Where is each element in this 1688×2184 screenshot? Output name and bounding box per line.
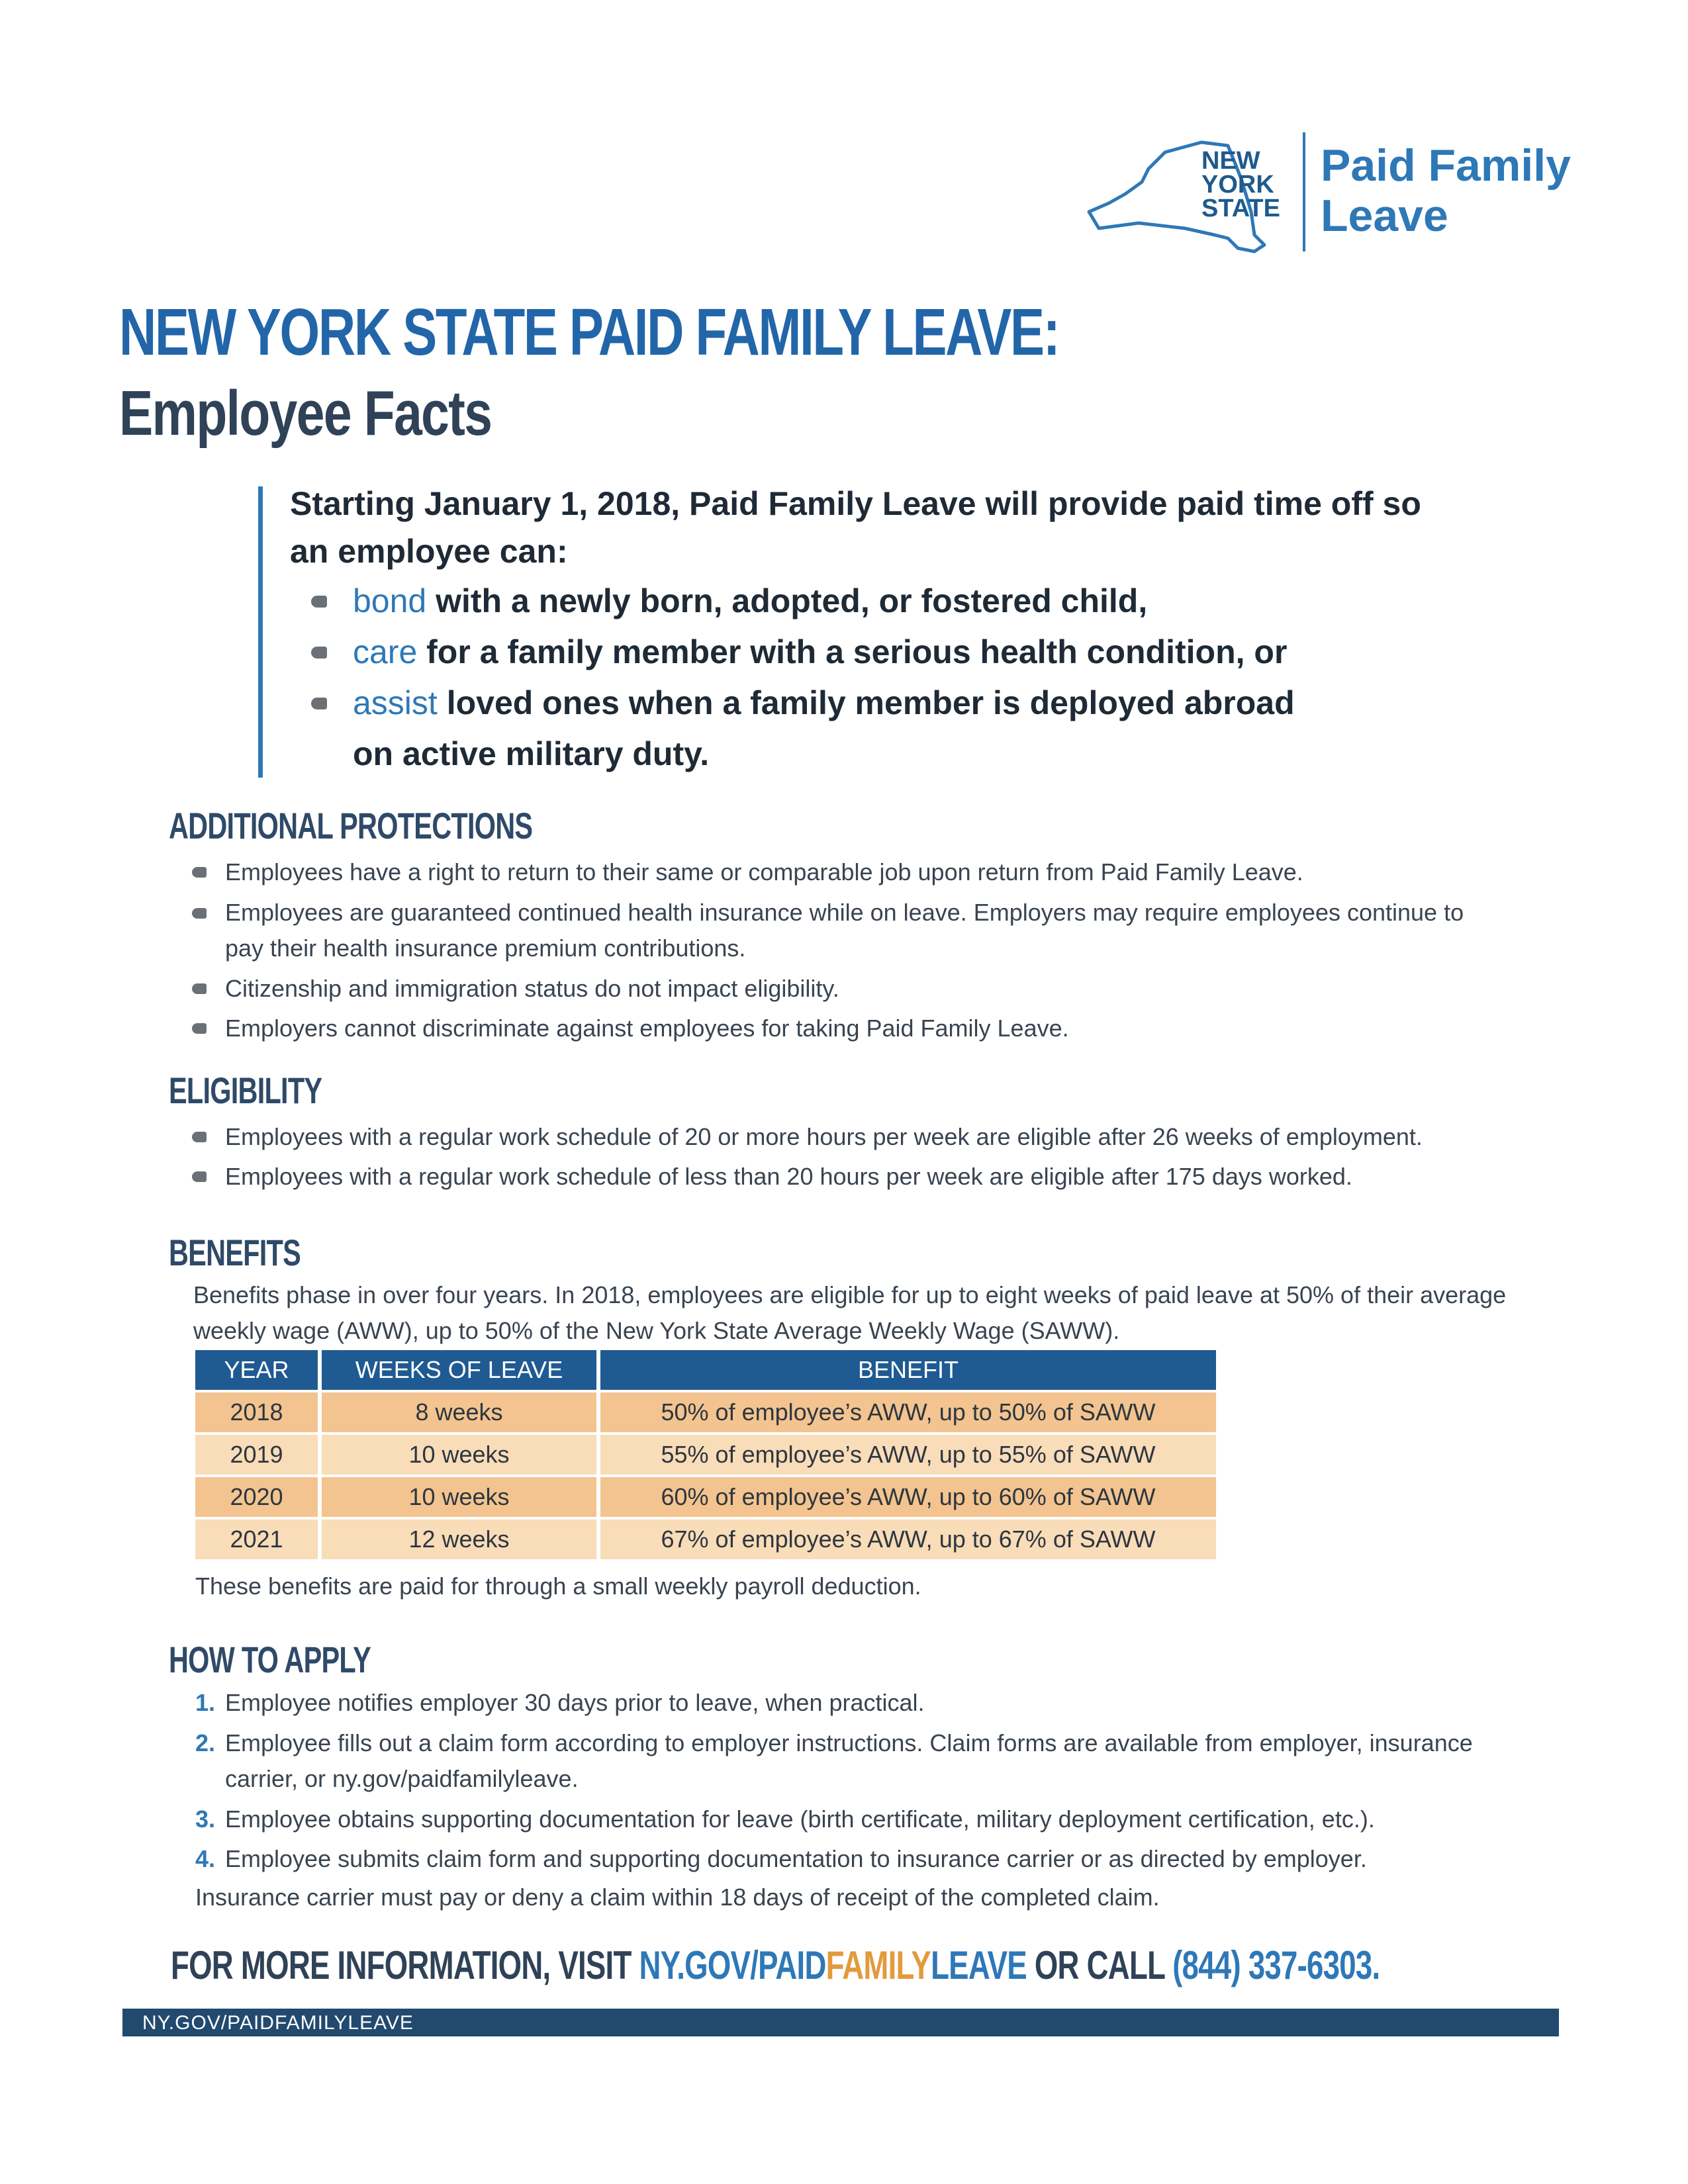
table-header-cell: WEEKS OF LEAVE	[322, 1350, 596, 1390]
table-cell: 8 weeks	[322, 1392, 596, 1432]
list-item-text: Employees with a regular work schedule of less than 20 hours per week are eligible after 175 days worked.	[225, 1163, 1352, 1190]
section-heading-benefits: BENEFITS	[169, 1232, 301, 1273]
page-title: NEW YORK STATE PAID FAMILY LEAVE:	[119, 295, 1059, 369]
step-text: Employee fills out a claim form according to employer instructions. Claim forms are available from employer, insurance carrier, or ny.gov/paidfamilyleave.	[225, 1729, 1473, 1792]
logo-program-line: Leave	[1321, 191, 1448, 241]
bullet-icon	[192, 1171, 207, 1182]
list-item	[192, 1118, 1582, 1156]
bullet-icon	[192, 1132, 207, 1142]
step-text: Employee submits claim form and supporting documentation to insurance carrier or as directed by employer.	[225, 1845, 1367, 1872]
intro-item-text: loved ones when a family member is deployed abroad	[437, 684, 1295, 721]
list-item-text: Employees have a right to return to their same or comparable job upon return from Paid Family Leave.	[225, 858, 1303, 886]
intro-item	[311, 576, 1503, 627]
bullet-icon	[192, 908, 207, 919]
website-link-part: LEAVE	[931, 1943, 1027, 1987]
logo-program-text	[1321, 140, 1571, 241]
section-heading-additional-protections: ADDITIONAL PROTECTIONS	[169, 805, 533, 846]
table-cell: 2020	[195, 1477, 318, 1517]
bullet-icon	[311, 698, 327, 709]
step-number: 4.	[195, 1845, 216, 1872]
benefits-table	[195, 1350, 1218, 1562]
benefits-note: These benefits are paid for through a small weekly payroll deduction.	[195, 1572, 921, 1600]
step-item	[195, 1684, 1513, 1721]
logo-divider	[1303, 132, 1305, 251]
table-cell: 10 weeks	[322, 1477, 596, 1517]
table-cell: 2021	[195, 1520, 318, 1559]
intro-accent-bar	[258, 486, 263, 778]
step-number: 3.	[195, 1805, 216, 1833]
step-number: 2.	[195, 1729, 216, 1756]
website-link[interactable]	[639, 1943, 1026, 1987]
logo-state-line: NEW	[1201, 147, 1260, 175]
list-item-text: Employees with a regular work schedule of 20 or more hours per week are eligible after 26 weeks of employment.	[225, 1123, 1423, 1150]
intro-item-continuation: on active military duty.	[353, 735, 710, 772]
intro-keyword: bond	[353, 582, 427, 619]
additional-protections-list	[192, 854, 1516, 1047]
table-cell: 50% of employee’s AWW, up to 50% of SAWW	[600, 1392, 1216, 1432]
step-item	[195, 1841, 1513, 1878]
step-item	[195, 1801, 1513, 1838]
intro-item	[311, 678, 1503, 780]
list-item-text: Employees are guaranteed continued health insurance while on leave. Employers may require employees continue to pay their health insurance premium contributions.	[225, 899, 1464, 962]
intro-list	[311, 576, 1503, 780]
intro-lead: Starting January 1, 2018, Paid Family Leave will provide paid time off so an employee can:	[290, 485, 1421, 570]
intro-keyword: care	[353, 633, 418, 670]
logo-program-line: Paid Family	[1321, 140, 1571, 191]
step-item	[195, 1725, 1513, 1797]
table-row	[195, 1520, 1218, 1559]
bullet-icon	[311, 596, 327, 608]
how-to-apply-note: Insurance carrier must pay or deny a claim within 18 days of receipt of the completed claim.	[195, 1884, 1160, 1911]
table-cell: 2019	[195, 1435, 318, 1475]
list-item	[192, 970, 1516, 1007]
more-info-line	[171, 1942, 1380, 1988]
table-cell: 55% of employee’s AWW, up to 55% of SAWW	[600, 1435, 1216, 1475]
step-text: Employee notifies employer 30 days prior to leave, when practical.	[225, 1689, 925, 1716]
logo-state-line: STATE	[1201, 195, 1280, 222]
table-header-row	[195, 1350, 1218, 1390]
website-link-part: NY.GOV/PAID	[639, 1943, 826, 1987]
bullet-icon	[192, 1023, 207, 1034]
table-row	[195, 1435, 1218, 1475]
more-info-prefix: FOR MORE INFORMATION, VISIT	[171, 1943, 639, 1987]
table-header-cell: BENEFIT	[600, 1350, 1216, 1390]
intro-item-text: for a family member with a serious health condition, or	[417, 633, 1288, 670]
table-cell: 12 weeks	[322, 1520, 596, 1559]
step-number: 1.	[195, 1689, 216, 1716]
how-to-apply-steps	[195, 1684, 1513, 1878]
intro-item	[311, 627, 1503, 678]
table-cell: 10 weeks	[322, 1435, 596, 1475]
section-heading-how-to-apply: HOW TO APPLY	[169, 1639, 371, 1680]
bullet-icon	[192, 983, 207, 994]
more-info-middle: OR CALL	[1026, 1943, 1173, 1987]
website-link-part: FAMILY	[825, 1943, 931, 1987]
bullet-icon	[192, 867, 207, 878]
table-header-cell: YEAR	[195, 1350, 318, 1390]
phone-number: (844) 337-6303.	[1172, 1943, 1380, 1987]
list-item-text: Employers cannot discriminate against employees for taking Paid Family Leave.	[225, 1015, 1069, 1042]
table-row	[195, 1477, 1218, 1517]
eligibility-list	[192, 1118, 1582, 1195]
list-item	[192, 1158, 1582, 1195]
bullet-icon	[311, 647, 327, 659]
table-cell: 60% of employee’s AWW, up to 60% of SAWW	[600, 1477, 1216, 1517]
table-cell: 67% of employee’s AWW, up to 67% of SAWW	[600, 1520, 1216, 1559]
section-heading-eligibility: ELIGIBILITY	[169, 1069, 322, 1111]
benefits-paragraph: Benefits phase in over four years. In 2018, employees are eligible for up to eight weeks of paid leave at 50% of their average weekly wage (AWW), up to 50% of the New York State Average Weekly Wage (SAWW).	[193, 1281, 1507, 1344]
table-row	[195, 1392, 1218, 1432]
list-item	[192, 854, 1516, 891]
list-item	[192, 1010, 1516, 1047]
intro-item-text: with a newly born, adopted, or fostered child,	[426, 582, 1148, 619]
logo-state-line: YORK	[1201, 171, 1274, 199]
step-text: Employee obtains supporting documentation for leave (birth certificate, military deployment certification, etc.).	[225, 1805, 1375, 1833]
logo-state-text	[1201, 149, 1280, 220]
footer-url: NY.GOV/PAIDFAMILYLEAVE	[142, 2012, 414, 2034]
list-item	[192, 895, 1496, 966]
intro-keyword: assist	[353, 684, 438, 721]
page-subtitle: Employee Facts	[119, 378, 492, 449]
list-item-text: Citizenship and immigration status do not impact eligibility.	[225, 975, 839, 1002]
table-cell: 2018	[195, 1392, 318, 1432]
